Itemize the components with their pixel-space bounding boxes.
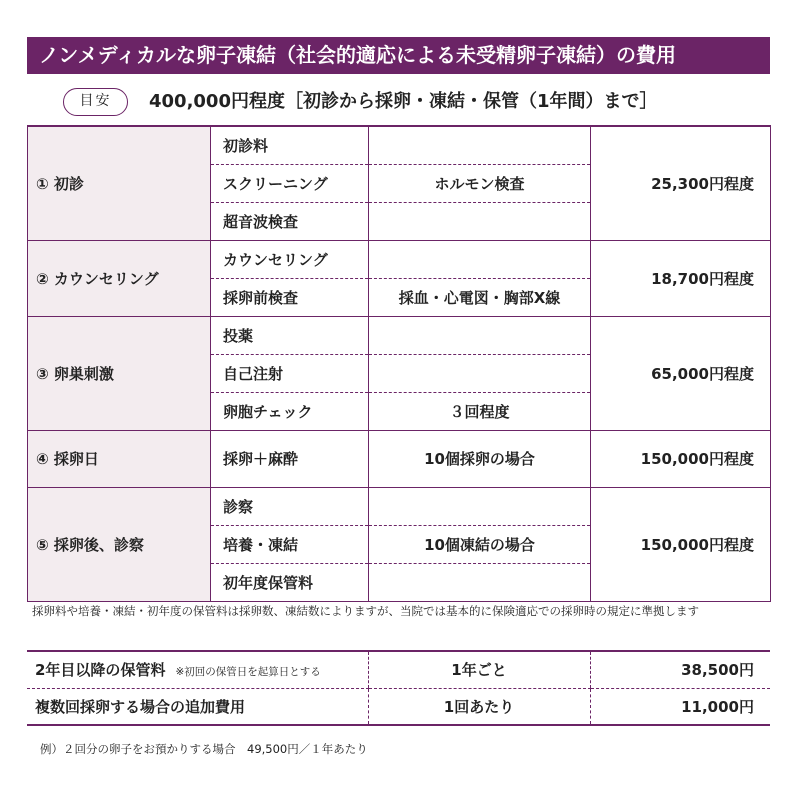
section-cost: 18,700円程度: [591, 240, 771, 316]
item-detail: [369, 354, 591, 392]
fee-note: ※初回の保管日を起算日とする: [175, 666, 321, 679]
page-title: ノンメディカルな卵子凍結（社会的適応による未受精卵子凍結）の費用: [27, 37, 770, 74]
fee-label: 複数回採卵する場合の追加費用: [35, 697, 246, 716]
example-note: 例）２回分の卵子をお預かりする場合 49,500円／１年あたり: [40, 742, 368, 756]
section-cost: 25,300円程度: [591, 126, 771, 240]
estimate-badge: 目安: [63, 88, 128, 116]
section-cost: 150,000円程度: [591, 487, 771, 601]
section-name: ③ 卵巣刺激: [28, 316, 211, 430]
item-detail: ３回程度: [369, 392, 591, 430]
item-label: スクリーニング: [211, 164, 369, 202]
item-detail: [369, 316, 591, 354]
section-name: ⑤ 採卵後、診察: [28, 487, 211, 601]
fee-row: [27, 651, 770, 688]
footnote: 採卵料や培養・凍結・初年度の保管料は採卵数、凍結数によりますが、当院では基本的に保険適応での採卵時の規定に準拠します: [32, 604, 699, 618]
item-label: 採卵＋麻酔: [211, 430, 369, 487]
item-detail: 10個採卵の場合: [369, 430, 591, 487]
item-detail: 10個凍結の場合: [369, 525, 591, 563]
item-detail: [369, 202, 591, 240]
fee-label-cell: [27, 651, 368, 688]
fee-unit: 1年ごと: [368, 651, 590, 688]
item-detail: [369, 487, 591, 525]
item-detail: [369, 240, 591, 278]
additional-fees-table: [27, 650, 770, 726]
item-detail: 採血・心電図・胸部X線: [369, 278, 591, 316]
item-label: 超音波検査: [211, 202, 369, 240]
fee-label: 2年目以降の保管料: [35, 661, 166, 680]
fee-amount: 38,500円: [590, 651, 770, 688]
item-label: 投薬: [211, 316, 369, 354]
item-label: 自己注射: [211, 354, 369, 392]
item-detail: [369, 126, 591, 164]
section-cost: 150,000円程度: [591, 430, 771, 487]
item-label: カウンセリング: [211, 240, 369, 278]
item-label: 卵胞チェック: [211, 392, 369, 430]
estimate-text: 400,000円程度［初診から採卵・凍結・保管（1年間）まで］: [149, 91, 658, 112]
fee-label-cell: [27, 688, 368, 725]
section-name: ② カウンセリング: [28, 240, 211, 316]
item-label: 培養・凍結: [211, 525, 369, 563]
fee-amount: 11,000円: [590, 688, 770, 725]
cost-table: [27, 125, 771, 602]
item-detail: [369, 563, 591, 601]
section-cost: 65,000円程度: [591, 316, 771, 430]
item-detail: ホルモン検査: [369, 164, 591, 202]
section-name: ① 初診: [28, 126, 211, 240]
item-label: 初診料: [211, 126, 369, 164]
section-name: ④ 採卵日: [28, 430, 211, 487]
item-label: 初年度保管料: [211, 563, 369, 601]
item-label: 採卵前検査: [211, 278, 369, 316]
fee-unit: 1回あたり: [368, 688, 590, 725]
item-label: 診察: [211, 487, 369, 525]
fee-row: [27, 688, 770, 725]
